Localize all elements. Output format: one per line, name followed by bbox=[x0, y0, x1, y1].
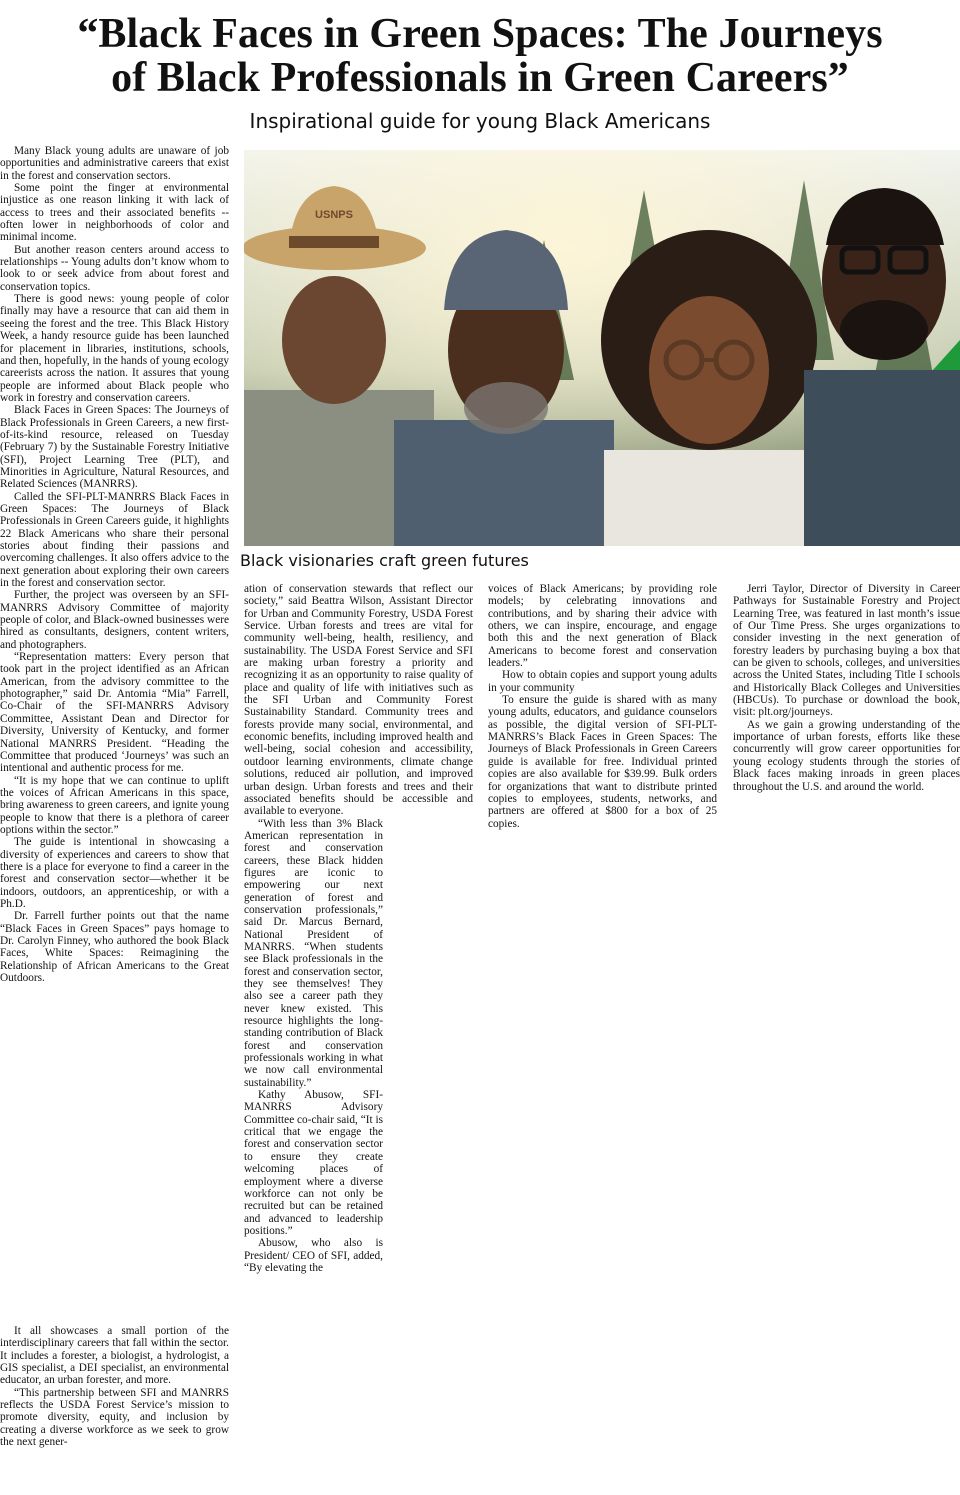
paragraph: “This partnership between SFI and MANRRS reflects the USDA Forest Service’s mission to promote diversity, equity, and inclusion by creating a diverse workforce as we seek to grow the next gener- bbox=[0, 1386, 229, 1449]
column-3 bbox=[488, 583, 717, 830]
paragraph: It all showcases a small portion of the interdisciplinary careers that fall within the sector. It includes a forester, a biologist, a hydrologist, a GIS specialist, a DEI specialist, an environmental educator, an urban forester, and more. bbox=[0, 1325, 229, 1387]
subheadline: Inspirational guide for young Black Americans bbox=[249, 109, 711, 133]
paragraph: ation of conservation stewards that reflect our society,” said Beattra Wilson, Assistant Director for Urban and Community Forestry, USDA Forest Service. Urban forests and trees are vital for community well-being, health, resiliency, and sustainability. The USDA Forest Service and SFI are making urban forestry a priority and recognizing it as an opportunity to raise quality of place and quality of life with initiatives such as the SFI Urban and Community Forest Sustainability Standard. Community trees and forests provide many social, environmental, and economic benefits, including improved health and well-being, social cohesion and accessibility, outdoor learning environments, climate change solutions, reduced air pollution, and improved urban design. Urban forests and trees and their associated benefits should be accessible and available to everyone. bbox=[244, 583, 473, 818]
paragraph: “Representation matters: Every person that took part in the project identified as an African American, from the advisory committee to the photographer,” said Dr. Antomia “Mia” Farrell, Co-Chair of the SFI-MANRRS Advisory Committee, Assistant Dean and Director for Diversity, University of Kentucky, and former National MANRRS President. “Heading the Committee that produced ‘Journeys’ was such an intentional and authentic process for me. bbox=[0, 651, 229, 775]
column-4 bbox=[733, 583, 960, 793]
person-3-woman bbox=[601, 230, 824, 546]
paragraph: Further, the project was overseen by an SFI-MANRRS Advisory Committee of majority people of color, and Black-owned businesses were hired as consultants, designers, content writers, and photographers. bbox=[0, 589, 229, 651]
paragraph: To ensure the guide is shared with as many young adults, educators, and guidance counselors as possible, the digital version of SFI-PLT-MANRRS’s Black Faces in Green Spaces: The Journeys of Black Professionals in Green Careers guide is available for free. Individual printed copies are also available for $39.99. Bulk orders for organizations that want to distribute printed copies to employees, students, networks, and partners are offered at $800 for a box of 25 copies. bbox=[488, 694, 717, 830]
column-1 bbox=[0, 145, 229, 984]
paragraph: There is good news: young people of color finally may have a resource that can aid them in seeing the forest and the tree. This Black History Week, a handy resource guide has been launched for placement in libraries, institutions, schools, and then, hopefully, in the hands of young ecology careerists across the nation. It assures that young people are informed about Black people who work in forestry and conservation careers. bbox=[0, 293, 229, 404]
headline-line-2: of Black Professionals in Green Careers” bbox=[111, 55, 849, 101]
paragraph: Abusow, who also is President/ CEO of SFI, added, “By elevating the bbox=[244, 1237, 383, 1274]
paragraph: Called the SFI-PLT-MANRRS Black Faces in Green Spaces: The Journeys of Black Professionals in Green Careers guide, it highlights 22 Black Americans who share their personal stories about finding their passions and overcoming challenges. It also offers advice to the next generation about exploring their own careers in the forest and conservation sector. bbox=[0, 490, 229, 590]
article-photo bbox=[244, 150, 960, 546]
paragraph: Many Black young adults are unaware of job opportunities and administrative careers that exist in the forest and conservation sectors. bbox=[0, 145, 229, 182]
paragraph: Jerri Taylor, Director of Diversity in Career Pathways for Sustainable Forestry and Project Learning Tree, was featured in last month’s issue of Our Time Press. She urges organizations to consider investing in the next generation of forestry leaders by purchasing buying a box that can be given to schools, colleges, and universities across the United States, including Title I schools and Historically Black Colleges and Universities (HBCUs). To purchase or download the book, visit: plt.org/journeys. bbox=[733, 583, 960, 719]
paragraph: But another reason centers around access to relationships -- Young adults don’t know whom to look to or seek advice from about forest and conservation topics. bbox=[0, 243, 229, 293]
ranger-hat-text: USNPS bbox=[315, 209, 353, 221]
paragraph: “With less than 3% Black American representation in forest and conservation careers, these Black hidden figures are iconic to empowering our next generation of forest and conservation professionals,” said Dr. Marcus Bernard, National President of MANRRS. “When students see Black professionals in the forest and conservation sector, they see themselves! They also see a career path they never knew existed. This resource highlights the long-standing contribution of Black forest and conservation professionals working in what we now call environmental sustainability.” bbox=[244, 817, 383, 1089]
paragraph: Black Faces in Green Spaces: The Journeys of Black Professionals in Green Careers, a new first-of-its-kind resource, released on Tuesday (February 7) by the Sustainable Forestry Initiative (SFI), Project Learning Tree (PLT), and Minorities in Agriculture, Natural Resources, and Related Sciences (MANRRS). bbox=[0, 404, 229, 491]
headline bbox=[0, 12, 960, 100]
paragraph: “It is my hope that we can continue to uplift the voices of African Americans in this space, bring awareness to green careers, and ignite young people to know that there is a plethora of career options within the sector.” bbox=[0, 774, 229, 836]
paragraph: The guide is intentional in showcasing a diversity of experiences and careers to show that there is a place for everyone to find a career in the forest and conservation sector—whether it be indoors, outdoors, an apprenticeship, or with a Ph.D. bbox=[0, 836, 229, 910]
photo-caption: Black visionaries craft green futures bbox=[240, 551, 529, 570]
paragraph: As we gain a growing understanding of the importance of urban forests, efforts like these concurrently will grow career opportunities for young ecology students through the stories of Black faces making inroads in green places throughout the U.S. and around the world. bbox=[733, 718, 960, 793]
column-1-continued bbox=[0, 1325, 229, 1448]
section-subheading: How to obtain copies and support young adults in your community bbox=[488, 669, 717, 694]
column-2-narrow-block bbox=[244, 818, 383, 1275]
paragraph: Kathy Abusow, SFI-MANRRS Advisory Committee co-chair said, “It is critical that we engage the forest and conservation sector to ensure they create welcoming places of employment where a diverse workforce can not only be recruited but can be retained and advanced to leadership positions.” bbox=[244, 1089, 383, 1237]
photo-illustration bbox=[244, 150, 960, 546]
paragraph: voices of Black Americans; by providing role models; by celebrating innovations and contributions, and by sharing their advice with others, we can inspire, encourage, and engage both this and the next generation of Black Americans to become forest and conservation leaders.” bbox=[488, 583, 717, 670]
column-2 bbox=[244, 583, 473, 1274]
paragraph: Some point the finger at environmental injustice as one reason linking it with lack of access to trees and their associated benefits -- often lower in neighborhoods of color and minimal income. bbox=[0, 182, 229, 244]
headline-line-1: “Black Faces in Green Spaces: The Journeys bbox=[77, 11, 883, 57]
paragraph: Dr. Farrell further points out that the name “Black Faces in Green Spaces” pays homage to Dr. Carolyn Finney, who authored the book Black Faces, White Spaces: Reimagining the Relationship of African Americans to the Great Outdoors. bbox=[0, 910, 229, 985]
